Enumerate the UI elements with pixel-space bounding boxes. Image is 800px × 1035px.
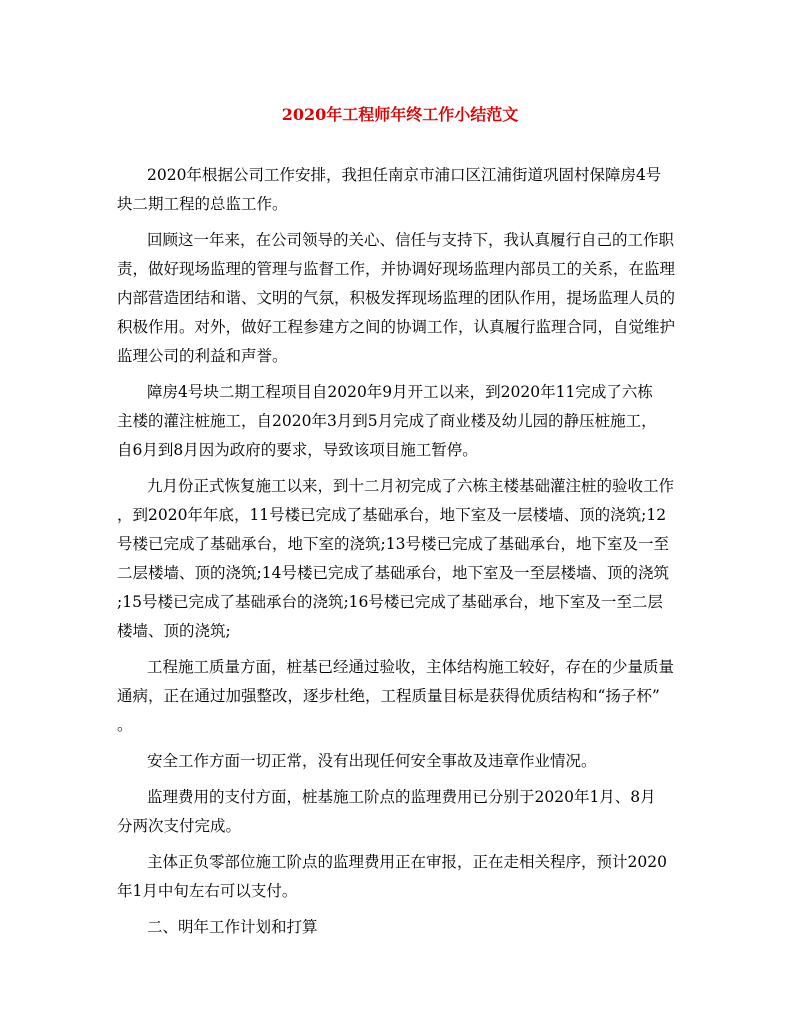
paragraph-line: 自6月到8月因为政府的要求，导致该项目施工暂停。	[117, 441, 478, 459]
paragraph	[117, 472, 692, 646]
paragraph-line: 二、明年工作计划和打算	[147, 918, 318, 936]
paragraph-line: 监理费用的支付方面，桩基施工阶点的监理费用已分别于2020年1月、8月	[147, 788, 656, 806]
paragraph-line: 九月份正式恢复施工以来，到十二月初完成了六栋主楼基础灌注桩的验收工作	[147, 477, 675, 495]
paragraph	[117, 747, 692, 776]
paragraph-line: 主体正负零部位施工阶点的监理费用正在审报，正在走相关程序，预计2020	[147, 853, 667, 871]
document-body	[117, 161, 692, 949]
paragraph-line: 年1月中旬左右可以支付。	[117, 882, 298, 900]
paragraph	[117, 848, 692, 906]
paragraph-line: 楼墙、顶的浇筑;	[117, 622, 231, 640]
paragraph-line: 工程施工质量方面，桩基已经通过验收，主体结构施工较好，存在的少量质量	[147, 658, 675, 676]
paragraph-line: 安全工作方面一切正常，没有出现任何安全事故及违章作业情况。	[147, 752, 597, 770]
paragraph-line: 监理公司的利益和声誉。	[117, 347, 288, 365]
document-title: 2020年工程师年终工作小结范文	[281, 105, 519, 124]
paragraph	[117, 783, 692, 841]
paragraph	[117, 653, 692, 740]
paragraph-line: 主楼的灌注桩施工，自2020年3月到5月完成了商业楼及幼儿园的静压桩施工，	[117, 412, 657, 430]
paragraph-line: ，到2020年年底，11号楼已完成了基础承台，地下室及一层楼墙、顶的浇筑;12	[117, 506, 667, 524]
paragraph	[117, 226, 692, 371]
paragraph-line: 内部营造团结和谐、文明的气氛，积极发挥现场监理的团队作用，提场监理人员的	[117, 289, 676, 307]
paragraph-line: 。	[117, 716, 133, 734]
paragraph-line: 积极作用。对外，做好工程参建方之间的协调工作，认真履行监理合同，自觉维护	[117, 318, 676, 336]
paragraph-line: 块二期工程的总监工作。	[117, 195, 288, 213]
paragraph	[117, 913, 692, 942]
paragraph-line: 责，做好现场监理的管理与监督工作，并协调好现场监理内部员工的关系，在监理	[117, 260, 676, 278]
paragraph-line: 回顾这一年来，在公司领导的关心、信任与支持下，我认真履行自己的工作职	[147, 231, 675, 249]
paragraph-line: 二层楼墙、顶的浇筑;14号楼已完成了基础承台，地下室及一至层楼墙、顶的浇筑	[117, 564, 669, 582]
paragraph	[117, 378, 692, 465]
paragraph-line: 分两次支付完成。	[117, 817, 242, 835]
paragraph-line: 号楼已完成了基础承台，地下室的浇筑;13号楼已完成了基础承台，地下室及一至	[117, 535, 669, 553]
paragraph-line: ;15号楼已完成了基础承台的浇筑;16号楼已完成了基础承台，地下室及一至二层	[117, 593, 663, 611]
paragraph-line: 通病，正在通过加强整改，逐步杜绝，工程质量目标是获得优质结构和“扬子杯”	[117, 687, 660, 705]
paragraph-line: 2020年根据公司工作安排，我担任南京市浦口区江浦街道巩固村保障房4号	[147, 166, 662, 184]
paragraph-line: 障房4号块二期工程项目自2020年9月开工以来，到2020年11完成了六栋	[147, 383, 653, 401]
paragraph	[117, 161, 692, 219]
